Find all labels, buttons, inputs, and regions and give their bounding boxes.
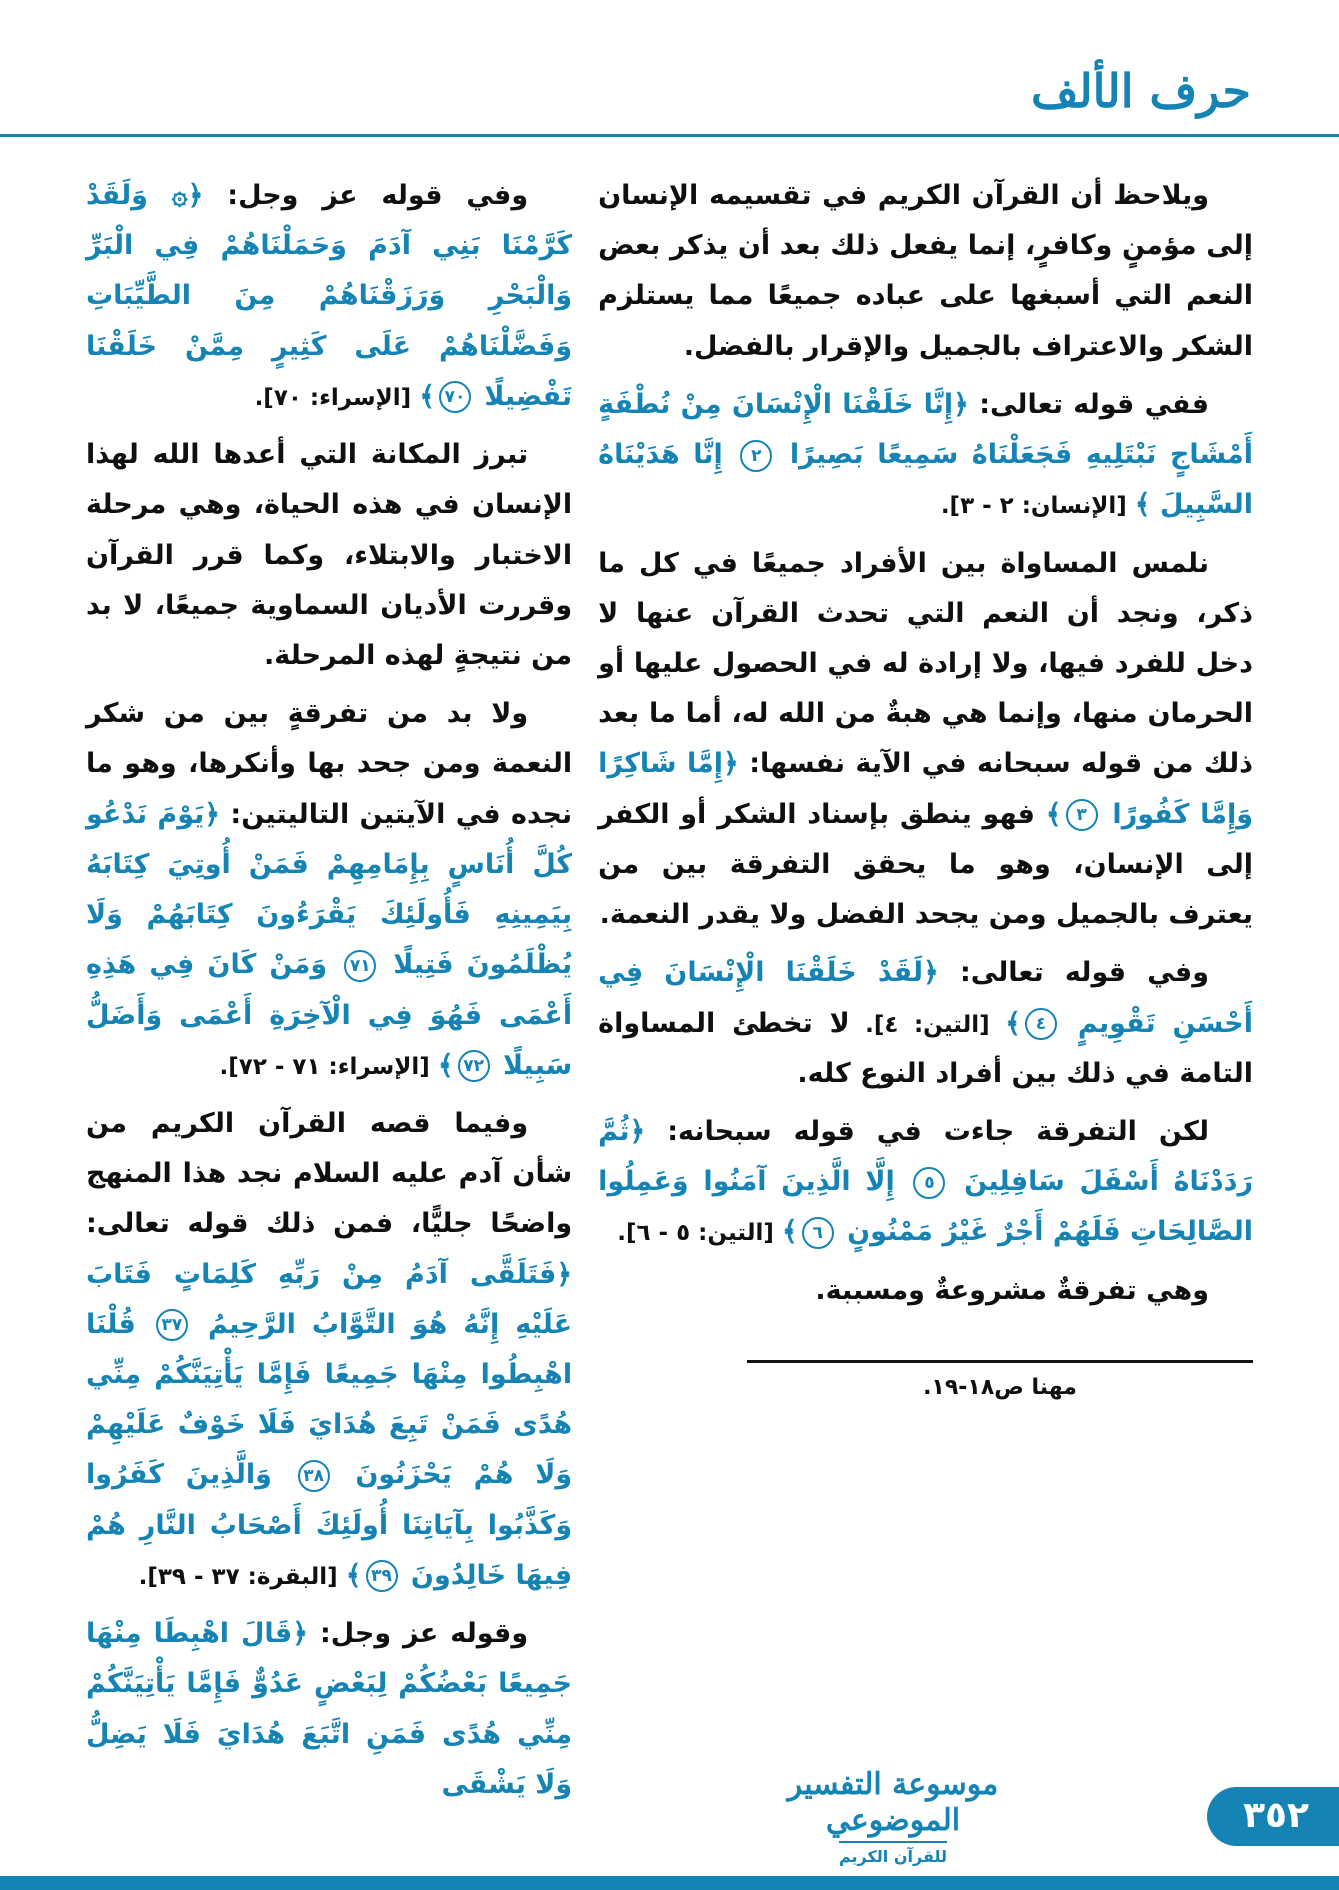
body-text: وهي تفرقةٌ مشروعةٌ ومسببة.	[815, 1274, 1209, 1306]
quran-verse-text: ﴿ثُمَّ رَدَدْنَاهُ أَسْفَلَ سَافِلِينَ	[598, 1115, 1254, 1198]
body-text: لا تخطئ المساواة التامة في ذلك بين أفراد النوع كله.	[598, 1007, 1253, 1089]
quran-verse-text: ﴾	[1045, 798, 1062, 830]
paragraph	[86, 1099, 572, 1601]
paragraph	[598, 948, 1253, 1099]
quran-verse-text: ﴿۞ وَلَقَدْ كَرَّمْنَا بَنِي آدَمَ وَحَمَلْنَاهُمْ فِي الْبَرِّ وَالْبَحْرِ وَرَزَقْنَاهُمْ مِنَ الطَّيِّبَاتِ وَفَضَّلْنَاهُمْ عَلَى كَثِيرٍ مِمَّنْ خَلَقْنَا تَفْضِيلًا	[86, 180, 573, 412]
verse-reference: [التين: ٤].	[849, 1011, 1006, 1038]
paragraph	[86, 171, 572, 422]
chapter-title: حرف الألف	[1031, 64, 1251, 118]
verse-reference: [الإسراء: ٧١ - ٧٢].	[219, 1053, 438, 1080]
quran-verse-text: ﴿يَوْمَ نَدْعُو كُلَّ أُنَاسٍ بِإِمَامِهِمْ فَمَنْ أُوتِيَ كِتَابَهُ بِيَمِينِهِ فَأُولَئِكَ يَقْرَءُونَ كِتَابَهُمْ وَلَا يُظْلَمُونَ فَتِيلًا	[86, 798, 573, 981]
quran-verse-text: إِلَّا الَّذِينَ آمَنُوا وَعَمِلُوا الصَّالِحَاتِ فَلَهُمْ أَجْرٌ غَيْرُ مَمْنُونٍ	[598, 1166, 1253, 1248]
quran-verse-text: وَمَنْ كَانَ فِي هَذِهِ أَعْمَى فَهُوَ فِي الْآخِرَةِ أَعْمَى وَأَضَلُّ سَبِيلًا	[86, 949, 573, 1081]
paragraph	[598, 1266, 1253, 1316]
paragraph	[598, 1107, 1253, 1258]
quran-verse-text: ﴿إِنَّا خَلَقْنَا الْإِنْسَانَ مِنْ نُطْفَةٍ أَمْشَاجٍ نَبْتَلِيهِ فَجَعَلْنَاهُ سَمِيعًا بَصِيرًا	[598, 388, 1254, 471]
content-columns	[0, 137, 1339, 1818]
quran-verse-text: إِنَّا هَدَيْنَاهُ السَّبِيلَ ﴾	[598, 439, 1253, 521]
quran-verse-text: ﴿إِمَّا شَاكِرًا وَإِمَّا كَفُورًا	[598, 748, 1253, 830]
page-number-badge: ٣٥٢	[1207, 1787, 1339, 1846]
quran-verse-text: ﴿قَالَ اهْبِطَا مِنْهَا جَمِيعًا بَعْضُكُمْ لِبَعْضٍ عَدُوٌّ فَإِمَّا يَأْتِيَنَّكُمْ مِنِّي هُدًى فَمَنِ اتَّبَعَ هُدَايَ فَلَا يَضِلُّ وَلَا يَشْقَى	[86, 1618, 573, 1800]
body-text: وفيما قصه القرآن الكريم من شأن آدم عليه السلام نجد هذا المنهج واضحًا جليًّا، فمن ذلك قوله تعالى:	[86, 1107, 573, 1240]
column-left	[86, 171, 572, 1818]
body-text: فهو ينطق بإسناد الشكر أو الكفر إلى الإنسان، وهو ما يحقق التفرقة بين من يعترف بالجميل ومن يجحد الفضل ولا يقدر النعمة.	[598, 798, 1253, 931]
quran-verse-text: ﴾	[1005, 1007, 1021, 1039]
page-header	[0, 0, 1339, 134]
body-text: وقوله عز وجل:	[308, 1618, 529, 1650]
ayah-number: ٧٠	[439, 381, 471, 413]
quran-verse-text: ﴾	[345, 1559, 362, 1591]
publisher-logo	[748, 1767, 1038, 1866]
quran-verse-text: ﴿لَقَدْ خَلَقْنَا الْإِنْسَانَ فِي أَحْسَنِ تَقْوِيمٍ	[598, 957, 1253, 1039]
publisher-logo-title: موسوعة التفسير الموضوعي	[787, 1767, 999, 1838]
ayah-number: ٣	[1066, 799, 1098, 831]
body-text: وفي قوله عز وجل:	[203, 180, 529, 211]
ayah-number: ٥	[913, 1167, 945, 1199]
verse-reference: [الإسراء: ٧٠].	[254, 384, 420, 411]
ayah-number: ٤	[1025, 1008, 1057, 1040]
ayah-number: ٣٩	[366, 1560, 398, 1592]
paragraph	[86, 1609, 572, 1810]
paragraph	[86, 430, 572, 681]
body-text: تبرز المكانة التي أعدها الله لهذا الإنسان في هذه الحياة، وهي مرحلة الاختبار والابتلاء، وكما قرر القرآن وقررت الأديان السماوية جميعًا، لا بد من نتيجةٍ لهذه المرحلة.	[86, 439, 573, 671]
column-left-paragraphs	[86, 171, 572, 1810]
quran-verse-text: قُلْنَا اهْبِطُوا مِنْهَا جَمِيعًا فَإِمَّا يَأْتِيَنَّكُمْ مِنِّي هُدًى فَمَنْ تَبِعَ هُدَايَ فَلَا خَوْفٌ عَلَيْهِمْ وَلَا هُمْ يَحْزَنُونَ	[86, 1308, 573, 1491]
quran-verse-text: وَالَّذِينَ كَفَرُوا وَكَذَّبُوا بِآيَاتِنَا أُولَئِكَ أَصْحَابُ النَّارِ هُمْ فِيهَا خَالِدُونَ	[86, 1459, 573, 1591]
ayah-number: ٣٨	[298, 1460, 330, 1492]
bottom-bar	[0, 1876, 1339, 1890]
quran-verse-text: ﴾	[437, 1049, 454, 1081]
ayah-number: ٢	[740, 440, 772, 472]
paragraph	[598, 171, 1253, 372]
body-text: لكن التفرقة جاءت في قوله سبحانه:	[645, 1115, 1209, 1147]
ayah-number: ٧٢	[458, 1050, 490, 1082]
ayah-number: ٧١	[344, 950, 376, 982]
footnote-block	[747, 1360, 1253, 1400]
column-right-paragraphs	[598, 171, 1253, 1316]
ayah-number: ٦	[802, 1217, 834, 1249]
quran-verse-text: ﴾	[781, 1216, 798, 1248]
paragraph	[598, 539, 1253, 941]
verse-reference: [البقرة: ٣٧ - ٣٩].	[138, 1563, 346, 1590]
paragraph	[86, 689, 572, 1091]
body-text: ولا بد من تفرقةٍ بين من شكر النعمة ومن جحد بها وأنكرها، وهو ما نجده في الآيتين التاليتين:	[86, 698, 573, 830]
body-text: ففي قوله تعالى:	[968, 388, 1209, 420]
column-right	[598, 171, 1253, 1400]
publisher-logo-subtitle: للقرآن الكريم	[839, 1841, 947, 1866]
ayah-number: ٣٧	[156, 1309, 188, 1341]
quran-verse-text: ﴿فَتَلَقَّى آدَمُ مِنْ رَبِّهِ كَلِمَاتٍ فَتَابَ عَلَيْهِ إِنَّهُ هُوَ التَّوَّابُ الرَّحِيمُ	[86, 1258, 573, 1340]
body-text: ويلاحظ أن القرآن الكريم في تقسيمه الإنسان إلى مؤمنٍ وكافرٍ، إنما يفعل ذلك بعد أن يذكر بعض النعم التي أسبغها على عباده جميعًا مما يستلزم الشكر والاعتراف بالجميل والإقرار بالفضل.	[598, 180, 1253, 362]
quran-verse-text: ﴾	[419, 380, 436, 412]
verse-reference: [الإنسان: ٢ - ٣].	[940, 493, 1135, 520]
footnote-text: مهنا ص١٨-١٩.	[923, 1374, 1077, 1400]
body-text: وفي قوله تعالى:	[938, 957, 1209, 989]
verse-reference: [التين: ٥ - ٦].	[617, 1220, 782, 1247]
paragraph	[598, 380, 1253, 531]
body-text: نلمس المساواة بين الأفراد جميعًا في كل ما ذكر، ونجد أن النعم التي تحدث القرآن عنها لا دخل للفرد فيها، ولا إرادة له في الحصول عليها أو الحرمان منها، وإنما هي هبةٌ من الله له، أما ما بعد ذلك من قوله سبحانه في الآية نفسها:	[598, 547, 1253, 780]
